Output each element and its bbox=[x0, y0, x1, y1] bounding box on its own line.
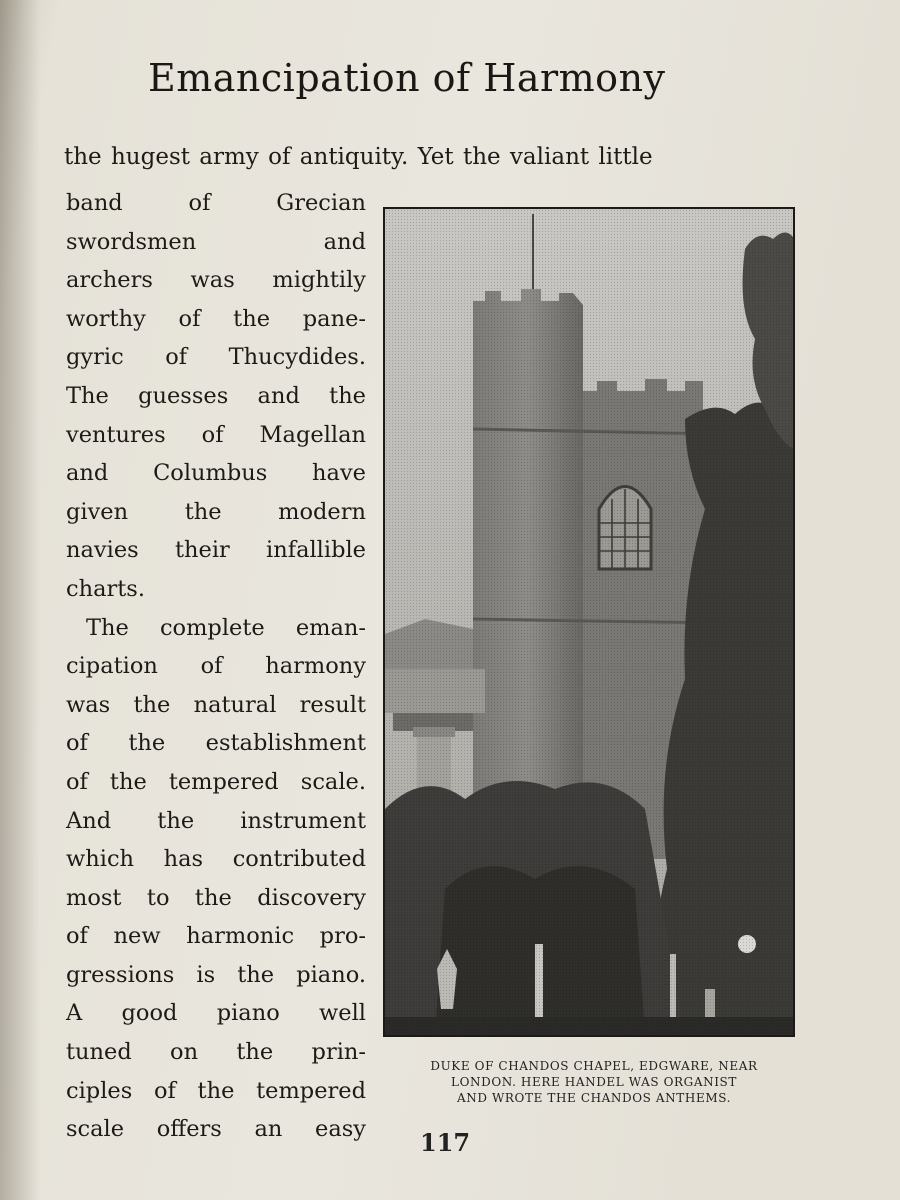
body-line: tuned on the prin- bbox=[66, 1039, 366, 1066]
body-line: swordsmen and bbox=[66, 228, 366, 255]
body-line: which has contributed bbox=[66, 846, 366, 873]
body-line: was the natural result bbox=[66, 691, 366, 718]
body-line: ciples of the tempered bbox=[66, 1077, 366, 1104]
body-line: of the tempered scale. bbox=[66, 768, 366, 795]
body-line: band of Grecian bbox=[66, 190, 366, 216]
body-line: The guesses and the bbox=[66, 382, 366, 409]
body-line: of the establishment bbox=[66, 730, 366, 757]
caption-line: LONDON. HERE HANDEL WAS ORGANIST bbox=[451, 1075, 737, 1089]
page-number: 117 bbox=[420, 1128, 471, 1157]
body-line: given the modern bbox=[66, 498, 366, 525]
body-line: navies their infallible bbox=[66, 537, 366, 564]
running-head: Emancipation of Harmony bbox=[148, 56, 666, 100]
caption-line: AND WROTE THE CHANDOS ANTHEMS. bbox=[456, 1091, 732, 1105]
body-line: most to the discovery bbox=[66, 884, 366, 911]
body-line: A good piano well bbox=[66, 1000, 366, 1027]
body-line: gressions is the piano. bbox=[66, 961, 366, 988]
body-text-first-line: the hugest army of antiquity. Yet the valiant little bbox=[64, 144, 653, 170]
body-text-column bbox=[66, 184, 366, 1149]
spine-shadow bbox=[0, 0, 40, 1200]
figure-caption bbox=[398, 1058, 790, 1106]
body-line: The complete eman- bbox=[86, 614, 366, 641]
body-line: gyric of Thucydides. bbox=[66, 344, 366, 371]
body-line: and Columbus have bbox=[66, 460, 366, 487]
body-line: ventures of Magellan bbox=[66, 421, 366, 448]
body-line: charts. bbox=[66, 575, 146, 602]
chapel-photograph bbox=[383, 207, 795, 1037]
body-line: archers was mightily bbox=[66, 267, 366, 294]
body-line: scale offers an easy bbox=[66, 1116, 366, 1143]
body-line: And the instrument bbox=[66, 807, 366, 834]
caption-line: DUKE OF CHANDOS CHAPEL, EDGWARE, NEAR bbox=[430, 1059, 758, 1073]
body-line: worthy of the pane- bbox=[66, 305, 366, 332]
chapel-tower-illustration bbox=[385, 209, 793, 1035]
body-line: cipation of harmony bbox=[66, 653, 366, 680]
body-line: of new harmonic pro- bbox=[66, 923, 366, 950]
